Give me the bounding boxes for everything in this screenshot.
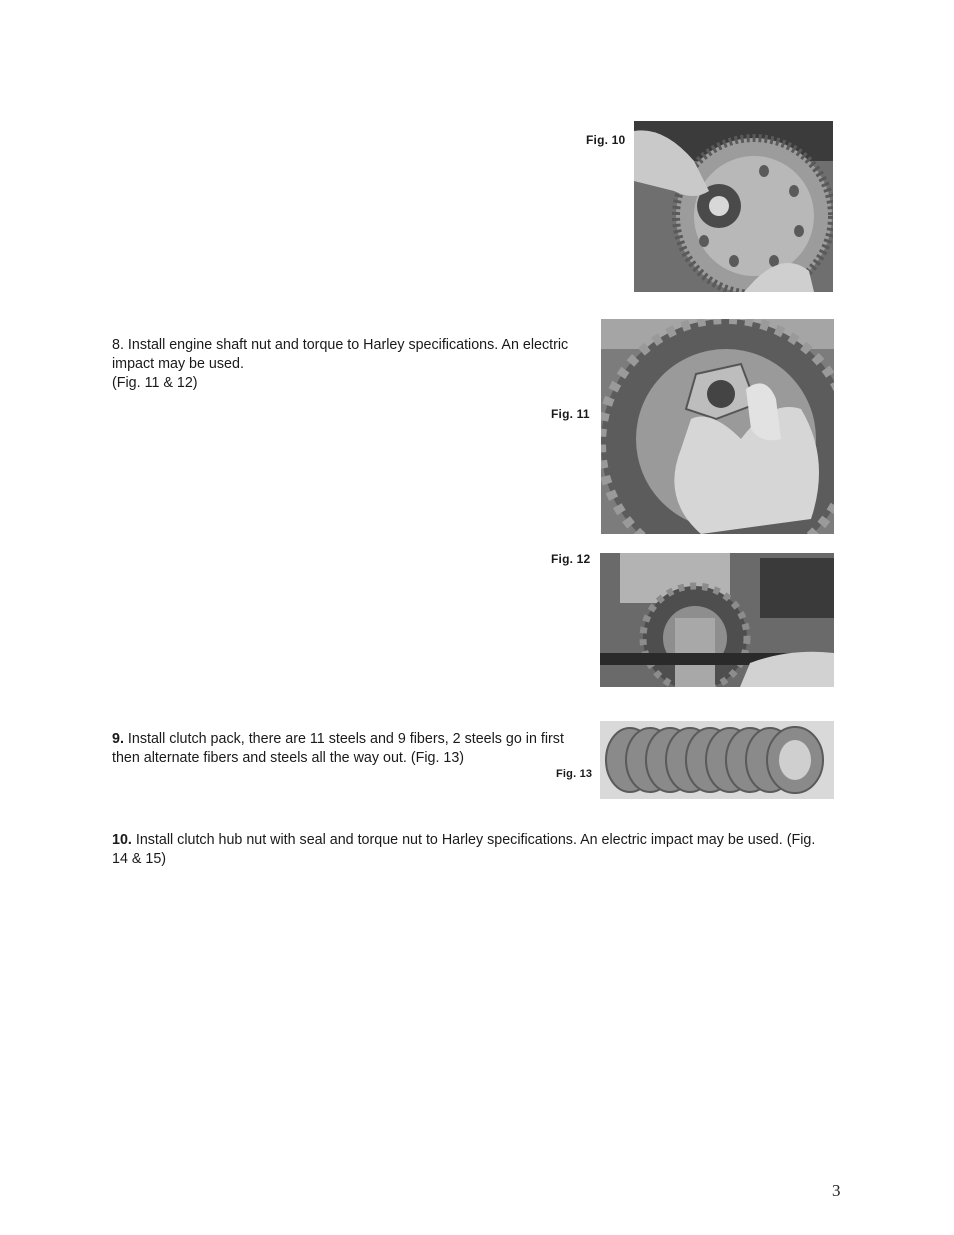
fig-12-label: Fig. 12 bbox=[551, 552, 591, 566]
step-9-line-1 bbox=[112, 730, 564, 749]
step-8-line-2: impact may be used. bbox=[112, 356, 244, 372]
step-8-line-1: 8. Install engine shaft nut and torque to Harley specifications. An electric bbox=[112, 337, 569, 353]
fig-10-photo bbox=[634, 121, 833, 292]
step-10-line-1 bbox=[112, 831, 815, 850]
step-8-line-3: (Fig. 11 & 12) bbox=[112, 375, 198, 391]
step-10-number: 10. bbox=[112, 832, 132, 848]
fig-10-label: Fig. 10 bbox=[586, 133, 626, 147]
step-9-number: 9. bbox=[112, 731, 124, 747]
fig-13-photo bbox=[600, 721, 834, 799]
step-9-line-2: then alternate fibers and steels all the way out. (Fig. 13) bbox=[112, 750, 465, 766]
step-10-line-2: 14 & 15) bbox=[112, 851, 167, 867]
page-number: 3 bbox=[832, 1181, 841, 1200]
fig-11-photo bbox=[601, 319, 834, 534]
step-9-line-1-text: Install clutch pack, there are 11 steels and 9 fibers, 2 steels go in first bbox=[123, 731, 564, 747]
fig-11-label: Fig. 11 bbox=[551, 407, 590, 421]
step-10-text bbox=[112, 831, 815, 869]
step-9-text bbox=[112, 730, 564, 768]
fig-12-photo bbox=[600, 553, 834, 687]
step-8-text bbox=[112, 336, 568, 393]
step-10-line-1-text: Install clutch hub nut with seal and torque nut to Harley specifications. An electric impact may be used. (Fig. bbox=[131, 832, 816, 848]
fig-13-label: Fig. 13 bbox=[556, 768, 593, 780]
